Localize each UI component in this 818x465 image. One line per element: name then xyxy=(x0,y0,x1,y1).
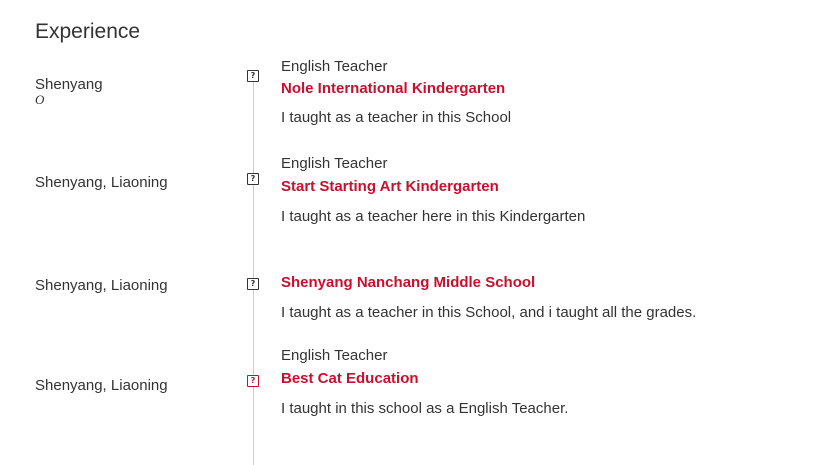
question-box-icon: ? xyxy=(247,278,259,290)
entry-role: English Teacher xyxy=(281,347,388,364)
section-title: Experience xyxy=(35,20,141,43)
entry-description: I taught as a teacher in this School xyxy=(281,109,512,126)
entry-role: English Teacher xyxy=(281,155,388,172)
entry-location: Shenyang, Liaoning xyxy=(35,277,168,294)
entry-description: I taught as a teacher here in this Kindergarten xyxy=(281,208,586,225)
question-box-icon: ? xyxy=(247,70,259,82)
entry-location-sub: O xyxy=(35,92,45,107)
entry-description: I taught as a teacher in this School, and i taught all the grades. xyxy=(281,304,697,321)
entry-organization-link[interactable]: Best Cat Education xyxy=(281,370,419,387)
entry-organization-link[interactable]: Nole International Kindergarten xyxy=(281,80,506,97)
entry-organization-link[interactable]: Start Starting Art Kindergarten xyxy=(281,178,499,195)
entry-location: Shenyang, Liaoning xyxy=(35,377,168,394)
entry-organization-link[interactable]: Shenyang Nanchang Middle School xyxy=(281,274,536,291)
question-box-icon: ? xyxy=(247,375,259,387)
entry-description: I taught in this school as a English Teacher. xyxy=(281,400,569,417)
entry-location: Shenyang xyxy=(35,76,103,93)
question-box-icon: ? xyxy=(247,173,259,185)
entry-location: Shenyang, Liaoning xyxy=(35,174,168,191)
entry-role: English Teacher xyxy=(281,58,388,75)
timeline-line xyxy=(253,80,254,465)
